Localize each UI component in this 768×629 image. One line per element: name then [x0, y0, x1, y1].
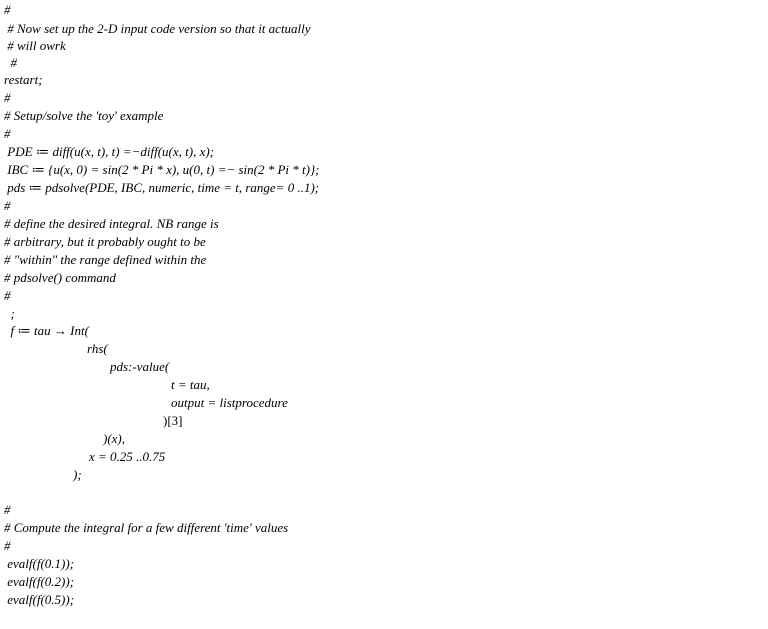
code-line[interactable]: )(x), [103, 431, 126, 446]
code-line[interactable]: ); [73, 467, 82, 482]
code-line[interactable]: rhs( [87, 341, 108, 356]
code-line[interactable]: # [4, 538, 11, 553]
code-line[interactable]: # will owrk [4, 38, 66, 53]
code-line[interactable]: # define the desired integral. NB range is [4, 216, 219, 231]
code-line[interactable]: PDE ≔ diff(u(x, t), t) =−diff(u(x, t), x); [4, 144, 215, 159]
code-line[interactable]: IBC ≔ {u(x, 0) = sin(2 * Pi * x), u(0, t) =− sin(2 * Pi * t)}; [4, 162, 320, 177]
code-line[interactable]: # "within" the range defined within the [4, 252, 207, 267]
code-line[interactable]: # [4, 126, 11, 141]
code-line[interactable]: pds ≔ pdsolve(PDE, IBC, numeric, time = t, range= 0 ..1); [4, 180, 320, 195]
code-line[interactable]: # [4, 288, 11, 303]
code-line[interactable]: ; [4, 306, 15, 321]
code-line[interactable]: pds:-value( [110, 359, 170, 374]
code-line[interactable]: # [4, 198, 11, 213]
code-line[interactable]: # Now set up the 2-D input code version so that it actually [4, 21, 311, 36]
code-line[interactable]: evalf(f(0.5)); [4, 592, 75, 607]
code-line[interactable]: evalf(f(0.2)); [4, 574, 75, 589]
code-line[interactable]: # [4, 502, 11, 517]
code-line[interactable]: )[3] [163, 413, 183, 428]
code-line[interactable]: f ≔ tau → Int( [4, 323, 89, 338]
code-line[interactable]: # [4, 2, 11, 17]
code-line[interactable]: # arbitrary, but it probably ought to be [4, 234, 206, 249]
code-line[interactable]: restart; [4, 72, 43, 87]
code-line[interactable]: # Setup/solve the 'toy' example [4, 108, 164, 123]
code-line[interactable]: # pdsolve() command [4, 270, 116, 285]
code-line[interactable]: evalf(f(0.1)); [4, 556, 75, 571]
code-line[interactable]: t = tau, [171, 377, 210, 392]
code-line[interactable]: # Compute the integral for a few different 'time' values [4, 520, 289, 535]
code-line[interactable]: x = 0.25 ..0.75 [89, 449, 166, 464]
code-line[interactable]: output = listprocedure [171, 395, 288, 410]
code-line[interactable]: # [4, 90, 11, 105]
code-line[interactable]: # [4, 55, 17, 70]
